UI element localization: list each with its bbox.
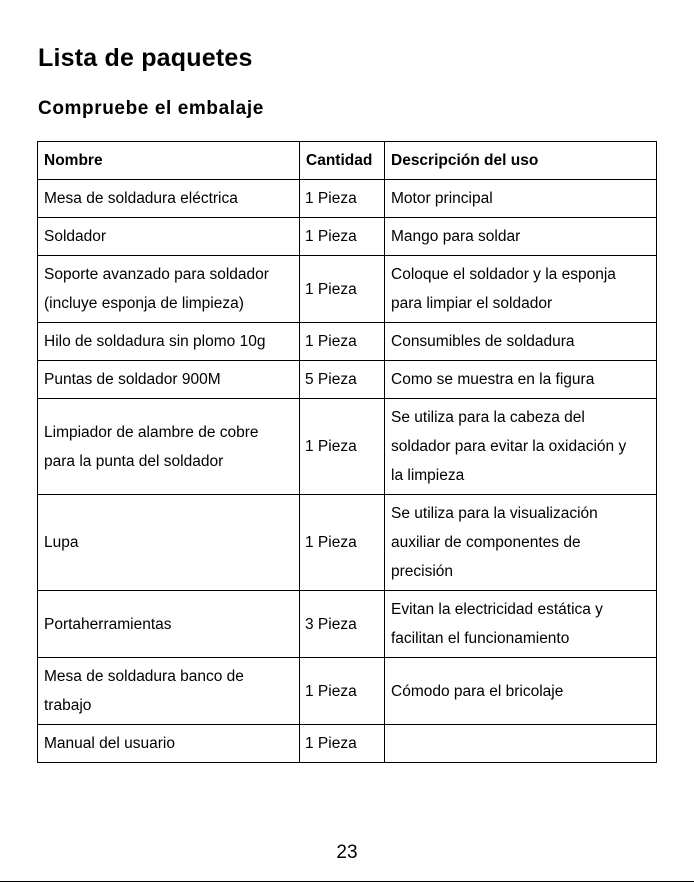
cell-description: Mango para soldar [385,218,657,256]
table-row [38,361,657,399]
table-row [38,495,657,591]
cell-quantity: 1 Pieza [300,218,385,256]
cell-quantity: 1 Pieza [300,256,385,323]
table-row [38,256,657,323]
cell-name: Puntas de soldador 900M [38,361,300,399]
header-descripcion: Descripción del uso [385,142,657,180]
cell-quantity: 1 Pieza [300,399,385,495]
cell-name: Limpiador de alambre de cobre para la punta del soldador [38,399,300,495]
table-row [38,658,657,725]
page-number: 23 [336,842,358,863]
cell-quantity: 1 Pieza [300,495,385,591]
header-cantidad: Cantidad [300,142,385,180]
package-list-table [37,141,657,763]
cell-name: Hilo de soldadura sin plomo 10g [38,323,300,361]
table-header-row [38,142,657,180]
cell-quantity: 1 Pieza [300,323,385,361]
cell-quantity: 1 Pieza [300,725,385,763]
cell-name: Mesa de soldadura banco de trabajo [38,658,300,725]
cell-quantity: 1 Pieza [300,180,385,218]
cell-description: Se utiliza para la cabeza del soldador para evitar la oxidación y la limpieza [385,399,657,495]
cell-description: Evitan la electricidad estática y facilitan el funcionamiento [385,591,657,658]
cell-description: Como se muestra en la figura [385,361,657,399]
cell-quantity: 1 Pieza [300,658,385,725]
cell-name: Soldador [38,218,300,256]
cell-quantity: 5 Pieza [300,361,385,399]
cell-description [385,725,657,763]
cell-name: Soporte avanzado para soldador (incluye esponja de limpieza) [38,256,300,323]
table-row [38,591,657,658]
cell-description: Motor principal [385,180,657,218]
header-nombre: Nombre [38,142,300,180]
cell-description: Se utiliza para la visualización auxiliar de componentes de precisión [385,495,657,591]
section-subtitle: Compruebe el embalaje [38,98,264,119]
table-row [38,399,657,495]
footer-divider [0,881,694,882]
page-title: Lista de paquetes [38,44,253,72]
cell-description: Cómodo para el bricolaje [385,658,657,725]
cell-name: Lupa [38,495,300,591]
cell-name: Mesa de soldadura eléctrica [38,180,300,218]
table-row [38,180,657,218]
table-row [38,218,657,256]
cell-quantity: 3 Pieza [300,591,385,658]
cell-description: Coloque el soldador y la esponja para limpiar el soldador [385,256,657,323]
cell-name: Manual del usuario [38,725,300,763]
cell-description: Consumibles de soldadura [385,323,657,361]
table-row [38,725,657,763]
cell-name: Portaherramientas [38,591,300,658]
table-row [38,323,657,361]
